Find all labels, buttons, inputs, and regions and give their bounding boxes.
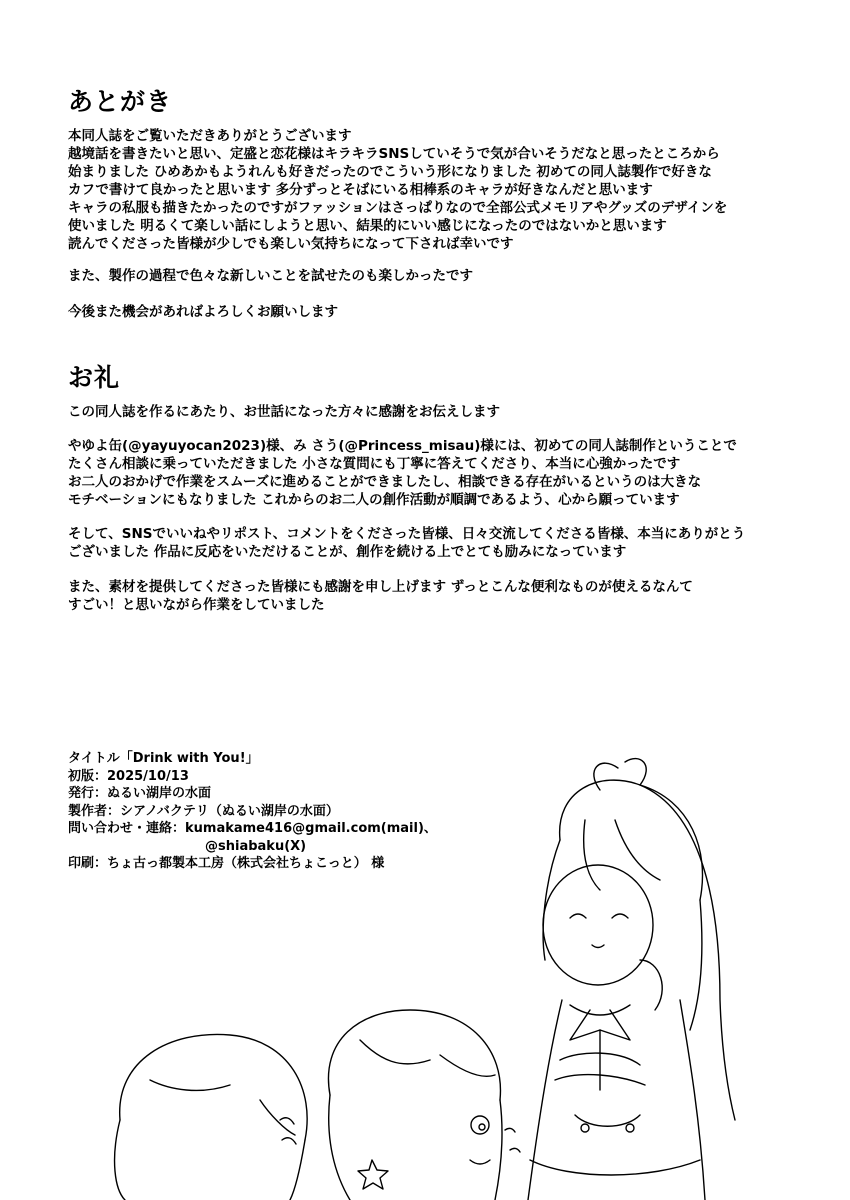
text-line: 今後また機会があればよろしくお願いします — [68, 304, 338, 320]
afterword-paragraph-1 — [68, 127, 798, 253]
text-line: また、素材を提供してくださった皆様にも感謝を申し上げます ずっとこんな便利なものが使えるなんて — [68, 579, 693, 595]
tall-character-figure — [528, 759, 735, 1200]
thanks-paragraph-3 — [68, 525, 798, 561]
thanks-paragraph-2 — [68, 437, 798, 509]
text-line: お二人のおかげで作業をスムーズに進めることができましたし、相談できる存在がいるというのは大きな — [68, 474, 702, 490]
colophon-author: 製作者：シアノバクテリ（ぬるい湖岸の水面） — [68, 803, 339, 819]
thanks-paragraph-1 — [68, 403, 798, 421]
text-line: また、製作の過程で色々な新しいことを試せたのも楽しかったです — [68, 268, 473, 284]
text-line: モチベーションにもなりました これからのお二人の創作活動が順調であるよう、心から願っています — [68, 492, 680, 508]
colophon-first-edition: 初版：2025/10/13 — [68, 768, 189, 784]
colophon-printer: 印刷：ちょ古っ都製本工房（株式会社ちょこっと） 様 — [68, 856, 385, 871]
thanks-paragraph-4 — [68, 578, 798, 614]
text-line: キャラの私服も描きたかったのですがファッションはさっぱりなので全部公式メモリアやグッズのデザインを — [68, 200, 728, 216]
text-line: 使いました 明るくて楽しい話にしようと思い、結果的にいい感じになったのではないかと思います — [68, 218, 667, 234]
text-line: 本同人誌をご覧いただきありがとうございます — [68, 128, 352, 144]
afterword-paragraph-2 — [68, 267, 798, 285]
afterword-paragraph-3 — [68, 303, 798, 321]
text-line: やゆよ缶(@yayuyocan2023)様、み さう(@Princess_misau)様には、初めての同人誌制作ということで — [68, 438, 737, 454]
text-line: 始まりました ひめあかもようれんも好きだったのでこういう形になりました 初めての同人誌製作で好きな — [68, 164, 712, 180]
text-line: ございました 作品に反応をいただけることが、創作を続ける上でとても励みになっています — [68, 544, 627, 560]
text-line: そして、SNSでいいねやリポスト、コメントをくださった皆様、日々交流してくださる皆様、本当にありがとう — [68, 526, 746, 542]
colophon-contact: 問い合わせ・連絡：kumakame416@gmail.com(mail)、 — [68, 821, 437, 836]
text-line: 越境話を書きたいと思い、定盛と恋花様はキラキラSNSしていそうで気が合いそうだなと思ったところから — [68, 146, 720, 162]
thanks-heading: お礼 — [68, 363, 121, 392]
text-line: カフで書けて良かったと思います 多分ずっとそばにいる相棒系のキャラが好きなんだと思います — [68, 182, 653, 198]
colophon-contact-sub: @shiabaku(X) — [205, 838, 307, 854]
left-character-figure — [115, 1034, 308, 1200]
text-line: たくさん相談に乗っていただきました 小さな質問にも丁寧に答えてくださり、本当に心強かったです — [68, 456, 681, 472]
text-line: すごい！と思いながら作業をしていました — [68, 597, 325, 613]
afterword-heading: あとがき — [68, 87, 173, 116]
middle-character-figure — [328, 1010, 520, 1200]
text-line: この同人誌を作るにあたり、お世話になった方々に感謝をお伝えします — [68, 404, 500, 420]
colophon-title: タイトル「Drink with You!」 — [68, 751, 259, 766]
colophon-publisher: 発行：ぬるい湖岸の水面 — [68, 786, 212, 801]
colophon — [68, 750, 437, 873]
text-line: 読んでくださった皆様が少しでも楽しい気持ちになって下されば幸いです — [68, 236, 514, 252]
